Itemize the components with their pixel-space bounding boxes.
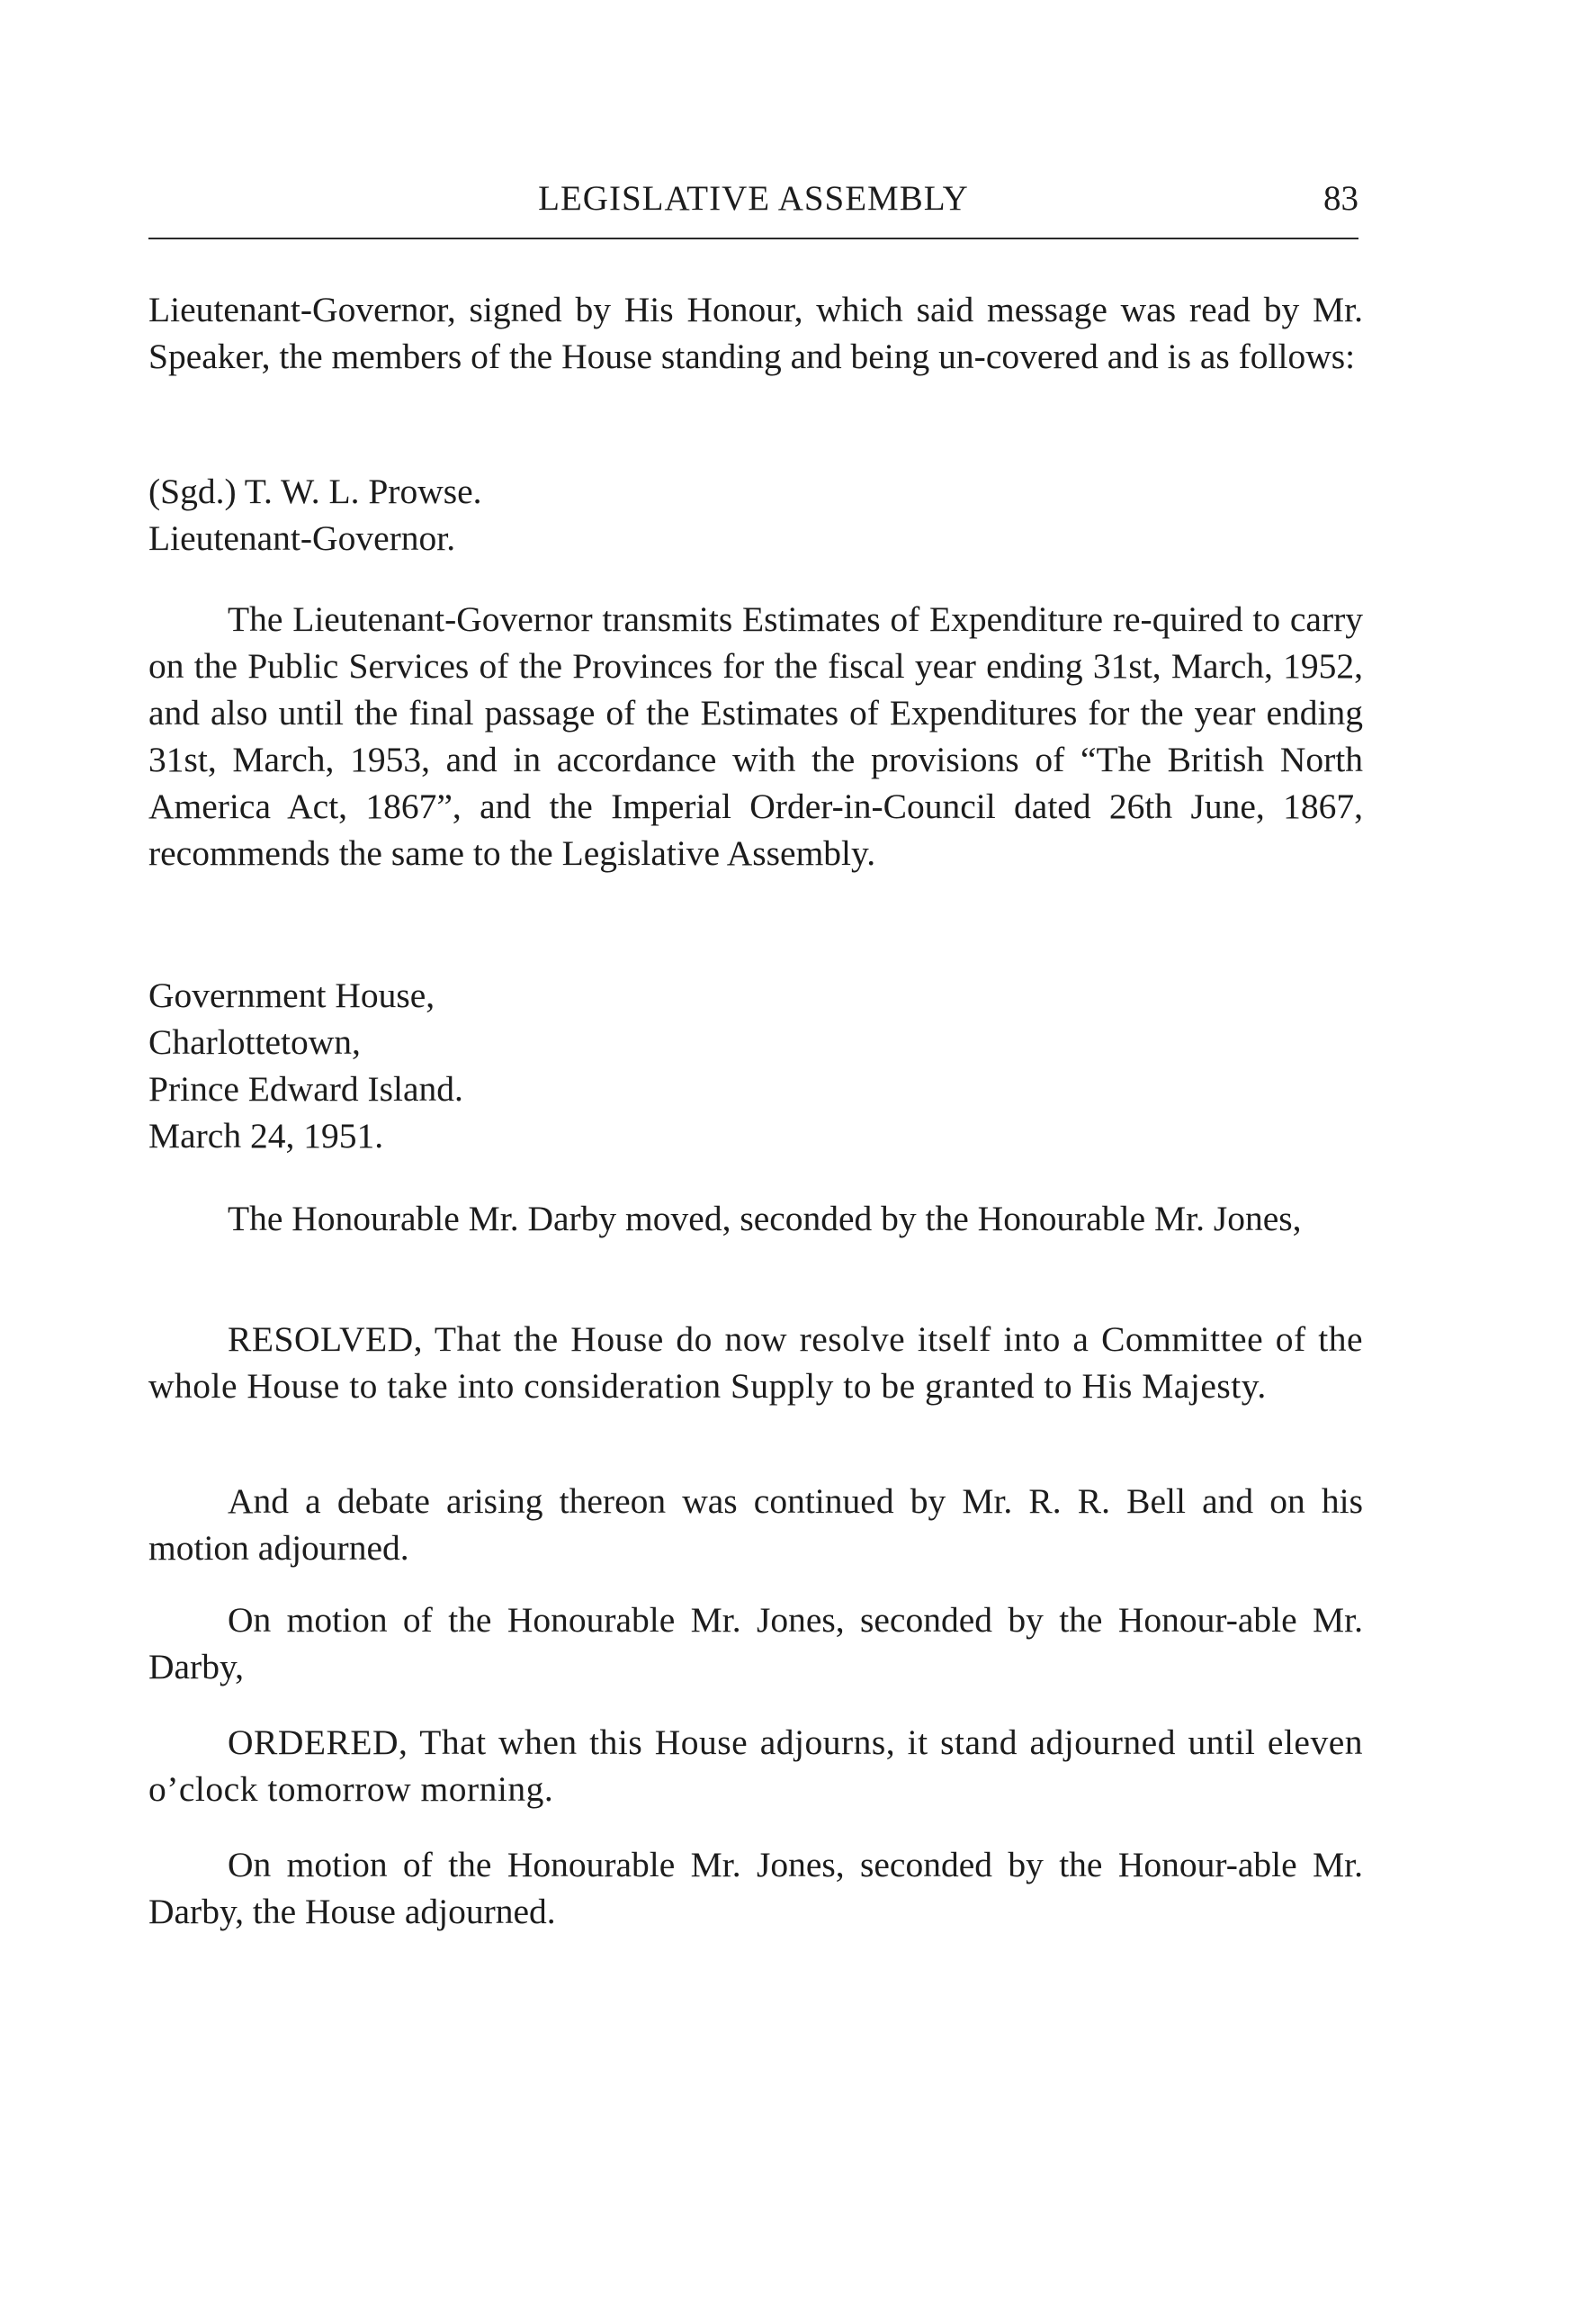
paragraph-motion-jones: On motion of the Honourable Mr. Jones, seconded by the Honour-able Mr. Darby, — [148, 1600, 1363, 1686]
page-number: 83 — [1323, 179, 1358, 218]
address-line: Prince Edward Island. — [148, 1069, 463, 1109]
paragraph-adjourned: On motion of the Honourable Mr. Jones, seconded by the Honour-able Mr. Darby, the House adjourned. — [148, 1845, 1363, 1931]
signature-block — [148, 468, 1363, 562]
address-line: Charlottetown, — [148, 1022, 361, 1062]
address-block — [148, 972, 1363, 1159]
signature-title: Lieutenant-Governor. — [148, 518, 456, 558]
paragraph-motion-darby: The Honourable Mr. Darby moved, seconded by the Honourable Mr. Jones, — [228, 1199, 1302, 1238]
running-head — [148, 178, 1358, 232]
address-line: Government House, — [148, 976, 435, 1015]
paragraph-debate: And a debate arising thereon was continued by Mr. R. R. Bell and on his motion adjourned. — [148, 1481, 1363, 1568]
paragraph-ordered: ORDERED, That when this House adjourns, it stand adjourned until eleven o’clock tomorrow morning. — [148, 1722, 1363, 1809]
paragraph-resolved: RESOLVED, That the House do now resolve itself into a Committee of the whole House to take into consideration Supply to be granted to His Majesty. — [148, 1319, 1363, 1406]
running-title: LEGISLATIVE ASSEMBLY — [538, 179, 969, 218]
address-date: March 24, 1951. — [148, 1116, 384, 1155]
paragraph-estimates: The Lieutenant-Governor transmits Estimates of Expenditure re-quired to carry on the Public Services of the Provinces for the fiscal year ending 31st, March, 1952, and also until the final passage of the Estimates of Expenditures for the year ending 31st, March, 1953, and in accordance with the provisions of “The British North America Act, 1867”, and the Imperial Order-in-Council dated 26th June, 1867, recommends the same to the Legislative Assembly. — [148, 599, 1363, 873]
paragraph-message-intro: Lieutenant-Governor, signed by His Honour, which said message was read by Mr. Speaker, the members of the House standing and being un-covered and is as follows: — [148, 290, 1363, 376]
signature-name: (Sgd.) T. W. L. Prowse. — [148, 472, 482, 511]
header-rule — [148, 238, 1358, 239]
